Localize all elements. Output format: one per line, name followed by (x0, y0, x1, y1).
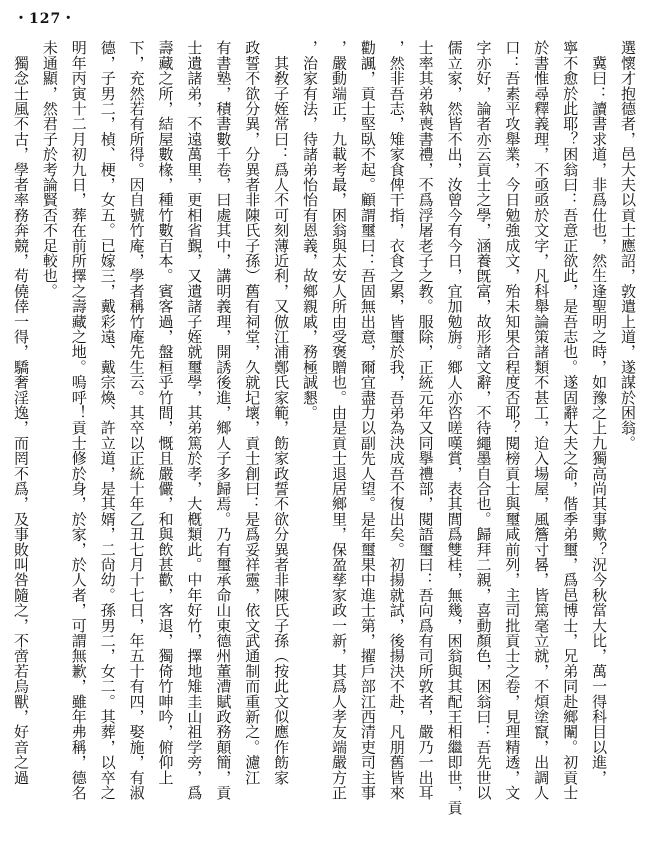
text-column-16: 士遺諸弟，不遠萬里，更相省覲，又遺諸子姪就璽學，其弟篤於孝，大槪類此。中年好竹，擇地雉圭山祖学旁，爲 (185, 40, 204, 800)
text-column-10: 勸諷，貢士堅臥不起。顧謂璽曰：吾固無出意，爾宜盡力以副先人望。是年璽果中進士第，擢戶部江西清吏司主事 (358, 40, 377, 800)
text-column-1: 選懷才抱德者，邑大夫以貢士應詔，敦遣上道，遂謀於困翁。 (619, 40, 637, 451)
text-column-12: ，治家有法，待諸弟怡怡有恩義，故鄉親戚，務極誠懇。 (301, 40, 320, 420)
text-column-11: ，嚴動端正，九載考最，困翁與太安人所由受褒贈也。由是貢士退居鄉里，保盈孳家政一新，其爲人孝友端嚴方正 (329, 40, 348, 800)
text-column-22: 獨念士風不古，學者率務奔競，苟僥倖一得，驕奢淫逸，而罔不爲，及事敗叫咎隨之，不啻若烏獸，好音之過 (11, 40, 30, 785)
text-column-7: 儒立家，然皆不出，汝曾今有今日，宜加勉旃。鄉人亦咨嗟嘆賞，表其閭爲雙桂，無幾，困翁與其配王相繼即世，貢 (445, 40, 464, 816)
text-column-17: 壽藏之所，結屋數椽，種竹數百本。賓客過，盤桓乎竹間，慨且嚴儼，和與飲甚歡，客退，獨倚竹呻吟，俯仰上 (156, 40, 175, 785)
page-number: ・127・ (14, 11, 77, 27)
text-column-13: 其敎子姪常曰：爲人不可刻薄近利，又倣江浦鄭氏家範，飭家政誓不欲分異者非陳氏子孫（按此文似應作飭家 (272, 40, 291, 785)
text-column-9: ，然非吾志，雉家食俾干指，衣食之累，皆璽於我，吾弟為決成吾不復出矣。初揚就試，後揚決不赴，凡朋舊皆來 (387, 40, 406, 800)
document-body (11, 40, 642, 840)
text-column-21: 未通顯，然君子於考論賢否不足較也。 (40, 40, 59, 299)
text-column-18: 下，充然若有所得。因自號竹庵，學者稱竹庵先生云。其卒以正統十年乙丑七月十七日，年五十有四，娶施，有淑 (127, 40, 146, 800)
text-column-5: 口：吾素平攻舉業，今日勉強成文，殆未知果合程度否耶？閱榜貢士與璽咸前列，主司批貢士之卷，見理精透，文 (503, 40, 522, 800)
text-column-20: 明年丙寅十二月初九日，葬在前所擇之壽藏之地。嗚呼！貢士修於身，於家，於人者，可謂無歉，雖年弗稱，德名 (69, 40, 88, 800)
text-column-2: 冀曰：讀書求道，非爲仕也，然生逢聖明之時，如豫之上九獨高尚其事歟？況今秋當大比，萬一得科目以進， (590, 40, 609, 785)
text-column-8: 士率其弟執喪書禮，不爲浮屠老子之教。服除，正統元年又同擧禮部，閱語璽曰：吾向爲有司所敦者，嚴乃一出耳 (416, 40, 435, 800)
text-column-23 (0, 40, 6, 840)
text-column-6: 字亦好，論者亦云貢士之學，涵養旣富，故形諸文辭，不待繩墨自合也。歸拜二親，喜動顏色，困翁曰：吾先世以 (474, 40, 493, 800)
text-column-4: 於書惟尋釋義理，不亟亟於文字，凡科舉論策諸類不甚工，迨入場屋，風簷寸晷，皆篤毫立就，不煩塗竄，出調人 (532, 40, 551, 800)
text-column-15: 有書塾，積書數千卷，曰處其中，講明義理，開誘後進，鄉人子多歸焉。乃有璽承命山東德州董漕賦政務顛簡，貢 (214, 40, 233, 800)
text-column-3: 寧不愈於此耶？困翁曰：吾意正欲此，是吾志也。遂固辭大夫之命，偕季弟璽，爲邑博士，兄弟同赴鄉闈。初貢士 (561, 40, 580, 800)
text-column-14: 政誓不欲分異，分異者非陳氏子孫）舊有祠堂，久就圮壞，貢士創曰：是爲妥祥靈，依文武通制而重新之。濾江 (243, 40, 262, 785)
text-column-19: 德，子男二，楨、梗，女五。已嫁三，戴彩遠、戴宗煥、許立道，是其婿，二尙幼。孫男二，女二。其葬，以卒之 (98, 40, 117, 800)
